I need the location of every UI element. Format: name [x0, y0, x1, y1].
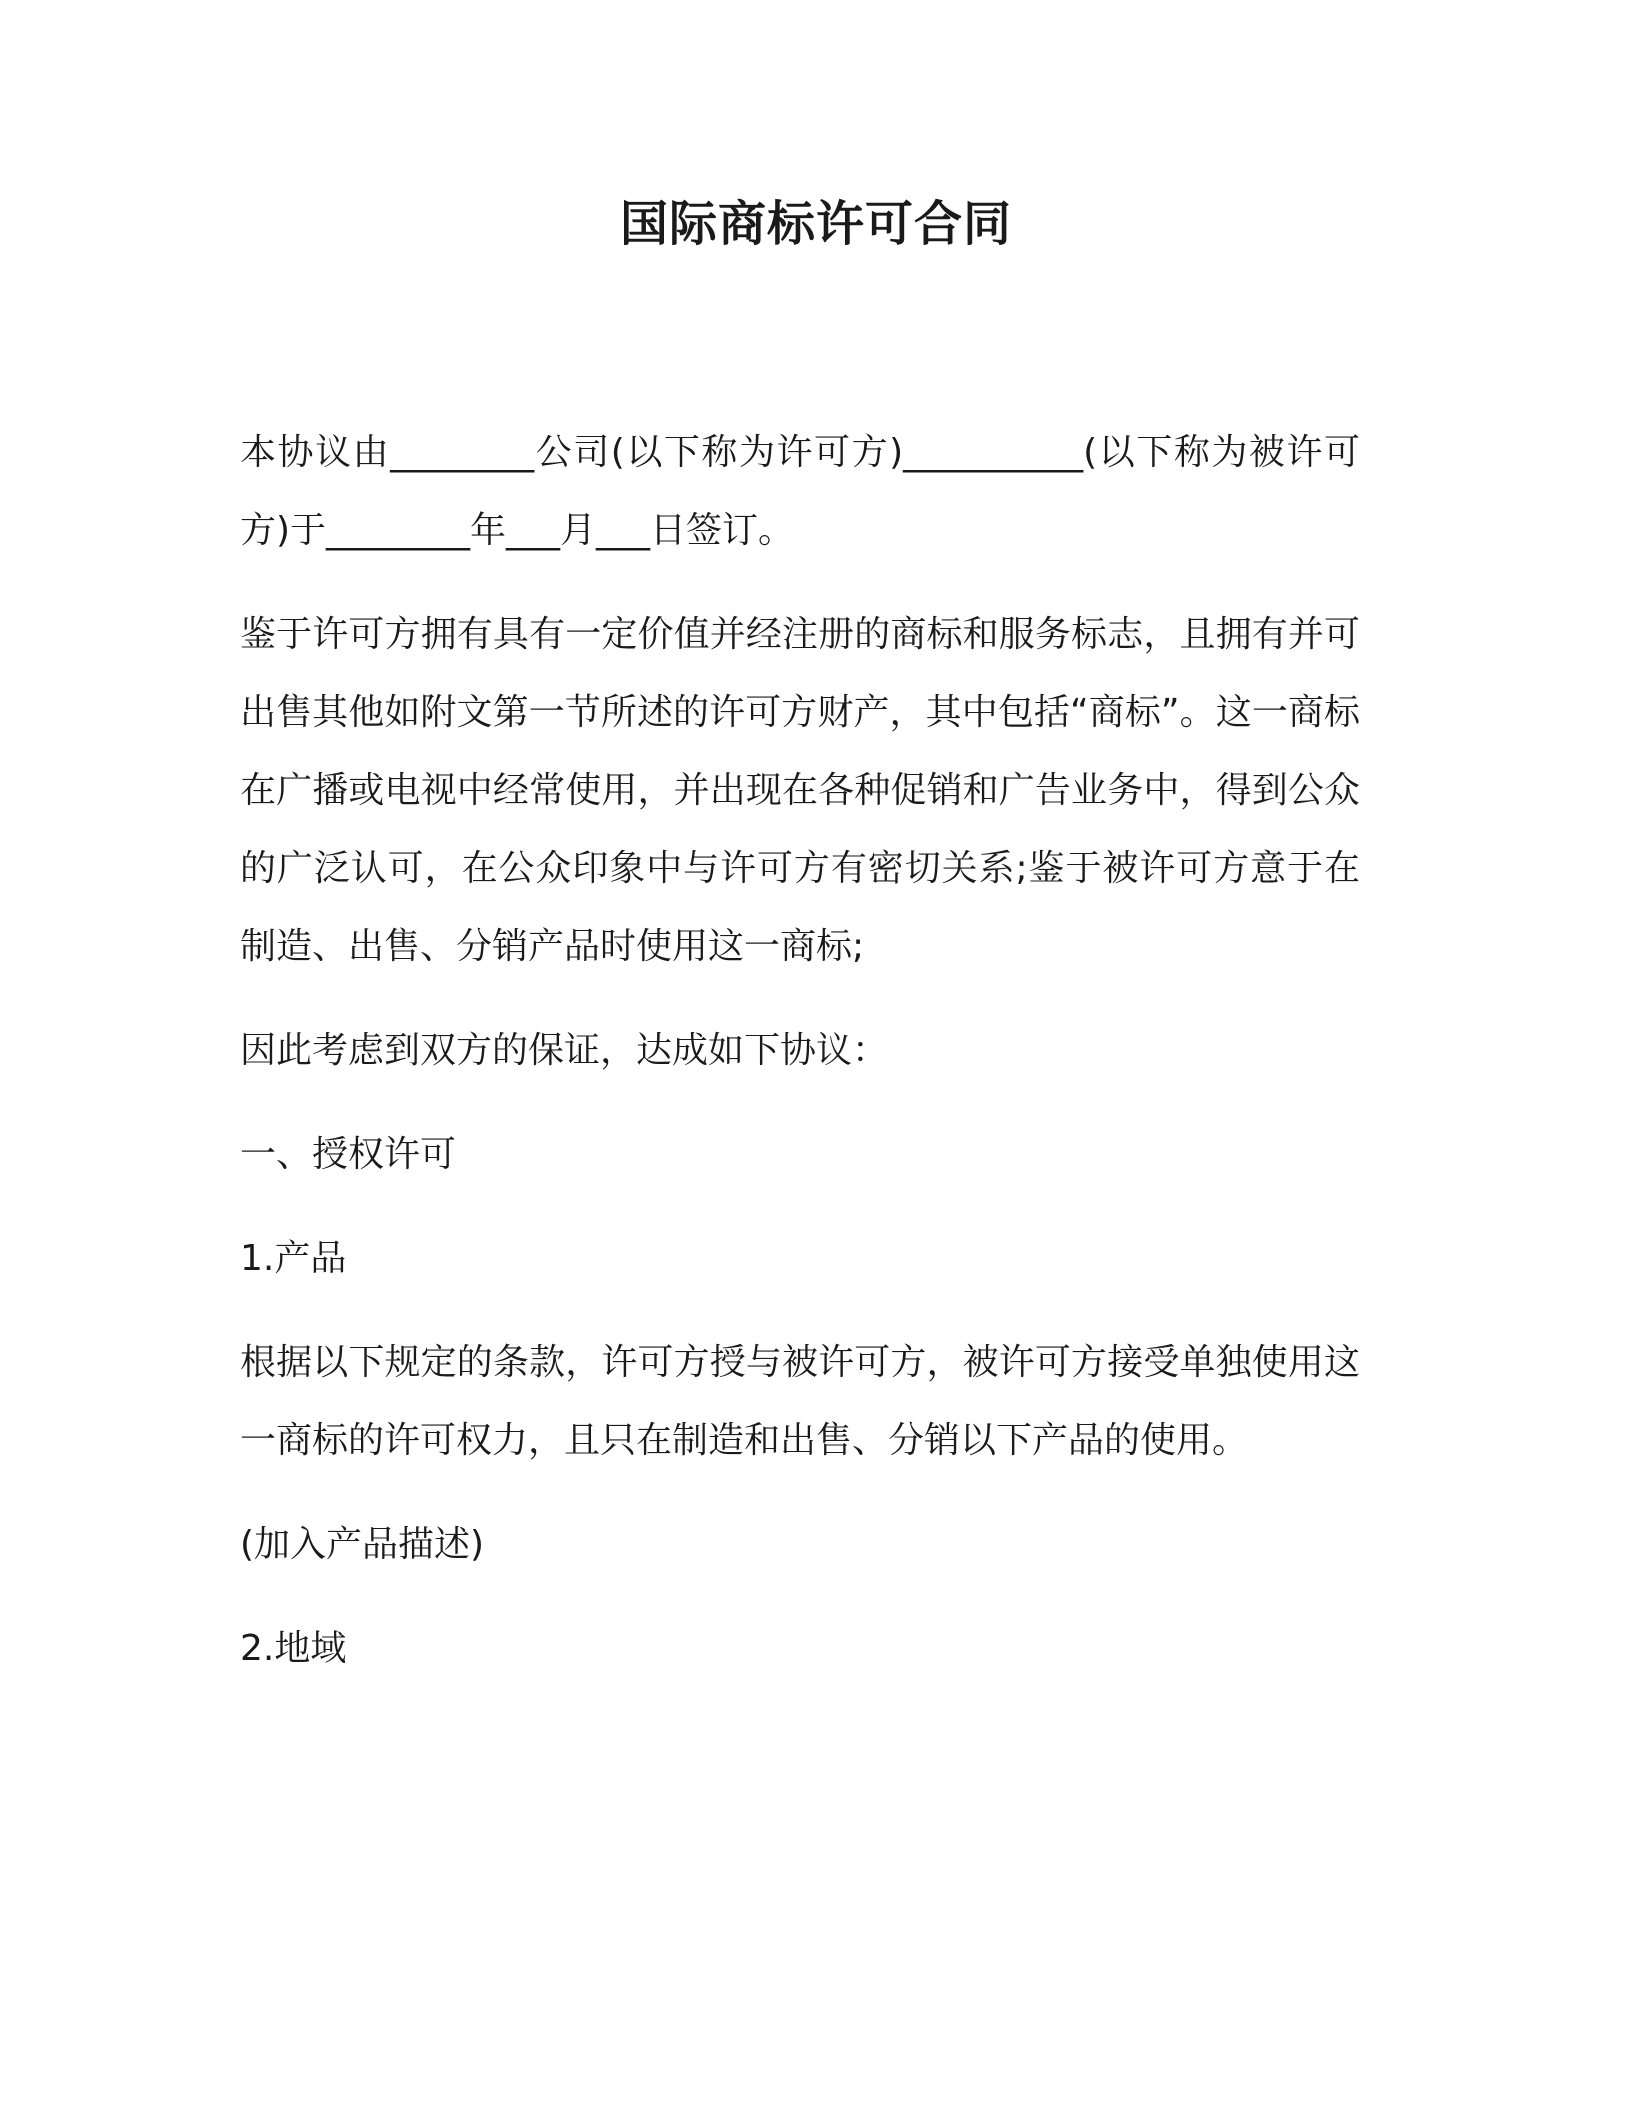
- document-body: [240, 414, 1360, 1714]
- product-description-placeholder: (加入产品描述): [240, 1524, 485, 1565]
- document-title: 国际商标许可合同: [619, 196, 1012, 252]
- recitals-paragraph: 鉴于许可方拥有具有一定价值并经注册的商标和服务标志，且拥有并可出售其他如附文第一节所述的许可方财产，其中包括“商标”。这一商标在广播或电视中经常使用，并出现在各种促销和广告业务中，得到公众的广泛认可，在公众印象中与许可方有密切关系;鉴于被许可方意于在制造、出售、分销产品时使用这一商标;: [240, 614, 1360, 967]
- products-clause: 根据以下规定的条款，许可方授与被许可方，被许可方接受单独使用这一商标的许可权力，且只在制造和出售、分销以下产品的使用。: [240, 1342, 1360, 1461]
- section-heading-grant: 一、授权许可: [240, 1134, 457, 1175]
- preamble-paragraph: 本协议由________公司(以下称为许可方)__________(以下称为被许可方)于________年___月___日签订。: [240, 432, 1360, 551]
- agreement-intro: 因此考虑到双方的保证，达成如下协议：: [240, 1030, 889, 1071]
- subsection-heading-products: 1.产品: [240, 1238, 347, 1279]
- subsection-heading-territory: 2.地域: [240, 1628, 347, 1669]
